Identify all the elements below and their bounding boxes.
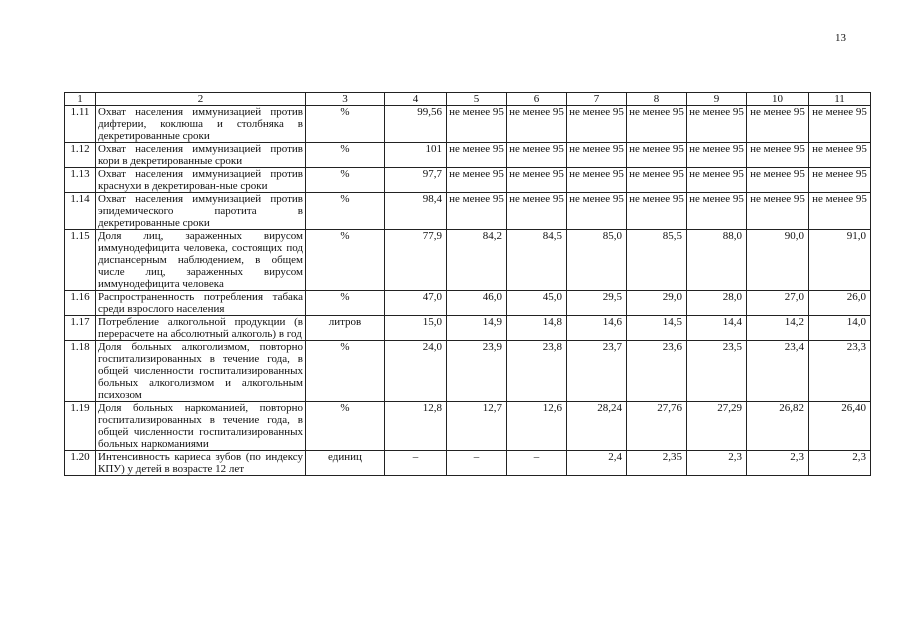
page-number: 13: [835, 32, 846, 44]
value-cell: 23,4: [747, 341, 809, 402]
unit-cell: %: [306, 402, 385, 451]
value-cell: не менее 95: [507, 193, 567, 230]
row-number-cell: 1.17: [65, 316, 96, 341]
row-number-cell: 1.19: [65, 402, 96, 451]
table-row: [65, 341, 871, 402]
value-cell: 77,9: [385, 230, 447, 291]
unit-cell: %: [306, 168, 385, 193]
indicator-name-cell: Доля больных алкоголизмом, повторно госпитализированных в течение года, в общей численности госпитализированных больных алкоголизмом и алкогольным психозом: [96, 341, 306, 402]
value-cell: не менее 95: [507, 106, 567, 143]
value-cell: 14,5: [627, 316, 687, 341]
value-cell: 12,7: [447, 402, 507, 451]
row-number-cell: 1.15: [65, 230, 96, 291]
header-cell: 11: [809, 93, 871, 106]
value-cell: 12,8: [385, 402, 447, 451]
header-cell: 4: [385, 93, 447, 106]
value-cell: не менее 95: [687, 168, 747, 193]
value-cell: 14,8: [507, 316, 567, 341]
value-cell: не менее 95: [687, 106, 747, 143]
value-cell: не менее 95: [507, 168, 567, 193]
value-cell: не менее 95: [747, 106, 809, 143]
value-cell: 101: [385, 143, 447, 168]
value-cell: 29,5: [567, 291, 627, 316]
value-cell: 14,0: [809, 316, 871, 341]
indicator-name-cell: Доля больных наркоманией, повторно госпитализированных в течение года, в общей численности госпитализированных больных наркоманиями: [96, 402, 306, 451]
value-cell: 46,0: [447, 291, 507, 316]
value-cell: –: [385, 451, 447, 476]
value-cell: 26,40: [809, 402, 871, 451]
indicator-name-cell: Доля лиц, зараженных вирусом иммунодефицита человека, состоящих под диспансерным наблюдением, в общем числе лиц, зараженных вирусом иммунодефицита человека: [96, 230, 306, 291]
value-cell: не менее 95: [687, 143, 747, 168]
table-row: [65, 143, 871, 168]
indicators-table: [64, 92, 871, 476]
header-row: [65, 93, 871, 106]
header-cell: 10: [747, 93, 809, 106]
indicator-name-cell: Потребление алкогольной продукции (в перерасчете на абсолютный алкоголь) в год: [96, 316, 306, 341]
value-cell: не менее 95: [627, 193, 687, 230]
value-cell: 14,2: [747, 316, 809, 341]
header-cell: 2: [96, 93, 306, 106]
value-cell: 23,6: [627, 341, 687, 402]
value-cell: 90,0: [747, 230, 809, 291]
value-cell: 12,6: [507, 402, 567, 451]
header-cell: 9: [687, 93, 747, 106]
header-cell: 1: [65, 93, 96, 106]
value-cell: не менее 95: [447, 106, 507, 143]
value-cell: 27,76: [627, 402, 687, 451]
value-cell: 45,0: [507, 291, 567, 316]
unit-cell: %: [306, 193, 385, 230]
value-cell: 2,3: [747, 451, 809, 476]
value-cell: не менее 95: [687, 193, 747, 230]
indicator-name-cell: Охват населения иммунизацией против дифтерии, коклюша и столбняка в декретированные сроки: [96, 106, 306, 143]
value-cell: 47,0: [385, 291, 447, 316]
indicator-name-cell: Распространенность потребления табака среди взрослого населения: [96, 291, 306, 316]
value-cell: не менее 95: [567, 143, 627, 168]
value-cell: не менее 95: [809, 168, 871, 193]
value-cell: не менее 95: [809, 143, 871, 168]
table-row: [65, 316, 871, 341]
value-cell: не менее 95: [747, 143, 809, 168]
value-cell: 24,0: [385, 341, 447, 402]
value-cell: 88,0: [687, 230, 747, 291]
value-cell: 28,0: [687, 291, 747, 316]
value-cell: 91,0: [809, 230, 871, 291]
unit-cell: единиц: [306, 451, 385, 476]
unit-cell: %: [306, 291, 385, 316]
table-row: [65, 230, 871, 291]
value-cell: –: [507, 451, 567, 476]
value-cell: 2,4: [567, 451, 627, 476]
value-cell: 97,7: [385, 168, 447, 193]
value-cell: 29,0: [627, 291, 687, 316]
value-cell: не менее 95: [627, 168, 687, 193]
indicator-name-cell: Интенсивность кариеса зубов (по индексу КПУ) у детей в возрасте 12 лет: [96, 451, 306, 476]
value-cell: –: [447, 451, 507, 476]
value-cell: 26,0: [809, 291, 871, 316]
value-cell: 23,5: [687, 341, 747, 402]
row-number-cell: 1.16: [65, 291, 96, 316]
value-cell: 2,3: [809, 451, 871, 476]
value-cell: не менее 95: [567, 193, 627, 230]
value-cell: не менее 95: [507, 143, 567, 168]
value-cell: 84,2: [447, 230, 507, 291]
value-cell: не менее 95: [627, 106, 687, 143]
row-number-cell: 1.18: [65, 341, 96, 402]
header-cell: 5: [447, 93, 507, 106]
value-cell: 14,9: [447, 316, 507, 341]
value-cell: не менее 95: [447, 193, 507, 230]
unit-cell: %: [306, 230, 385, 291]
unit-cell: литров: [306, 316, 385, 341]
value-cell: не менее 95: [447, 143, 507, 168]
value-cell: 2,35: [627, 451, 687, 476]
value-cell: не менее 95: [809, 106, 871, 143]
value-cell: 14,4: [687, 316, 747, 341]
row-number-cell: 1.13: [65, 168, 96, 193]
value-cell: не менее 95: [747, 168, 809, 193]
value-cell: 27,0: [747, 291, 809, 316]
value-cell: 2,3: [687, 451, 747, 476]
header-cell: 3: [306, 93, 385, 106]
value-cell: не менее 95: [809, 193, 871, 230]
value-cell: 23,7: [567, 341, 627, 402]
value-cell: 98,4: [385, 193, 447, 230]
header-cell: 6: [507, 93, 567, 106]
unit-cell: %: [306, 106, 385, 143]
row-number-cell: 1.20: [65, 451, 96, 476]
unit-cell: %: [306, 143, 385, 168]
row-number-cell: 1.11: [65, 106, 96, 143]
indicator-name-cell: Охват населения иммунизацией против эпидемического паротита в декретированные сроки: [96, 193, 306, 230]
value-cell: 99,56: [385, 106, 447, 143]
value-cell: 14,6: [567, 316, 627, 341]
indicator-name-cell: Охват населения иммунизацией против кори в декретированные сроки: [96, 143, 306, 168]
table-row: [65, 451, 871, 476]
row-number-cell: 1.14: [65, 193, 96, 230]
table-row: [65, 291, 871, 316]
value-cell: 23,3: [809, 341, 871, 402]
value-cell: 23,8: [507, 341, 567, 402]
header-cell: 7: [567, 93, 627, 106]
table-row: [65, 193, 871, 230]
row-number-cell: 1.12: [65, 143, 96, 168]
value-cell: не менее 95: [447, 168, 507, 193]
value-cell: не менее 95: [627, 143, 687, 168]
value-cell: 85,0: [567, 230, 627, 291]
table-row: [65, 106, 871, 143]
value-cell: не менее 95: [567, 106, 627, 143]
value-cell: 84,5: [507, 230, 567, 291]
value-cell: 26,82: [747, 402, 809, 451]
unit-cell: %: [306, 341, 385, 402]
value-cell: 23,9: [447, 341, 507, 402]
value-cell: не менее 95: [747, 193, 809, 230]
value-cell: 15,0: [385, 316, 447, 341]
value-cell: 85,5: [627, 230, 687, 291]
table-row: [65, 402, 871, 451]
value-cell: 27,29: [687, 402, 747, 451]
value-cell: не менее 95: [567, 168, 627, 193]
value-cell: 28,24: [567, 402, 627, 451]
header-cell: 8: [627, 93, 687, 106]
indicator-name-cell: Охват населения иммунизацией против краснухи в декретирован-ные сроки: [96, 168, 306, 193]
table-row: [65, 168, 871, 193]
